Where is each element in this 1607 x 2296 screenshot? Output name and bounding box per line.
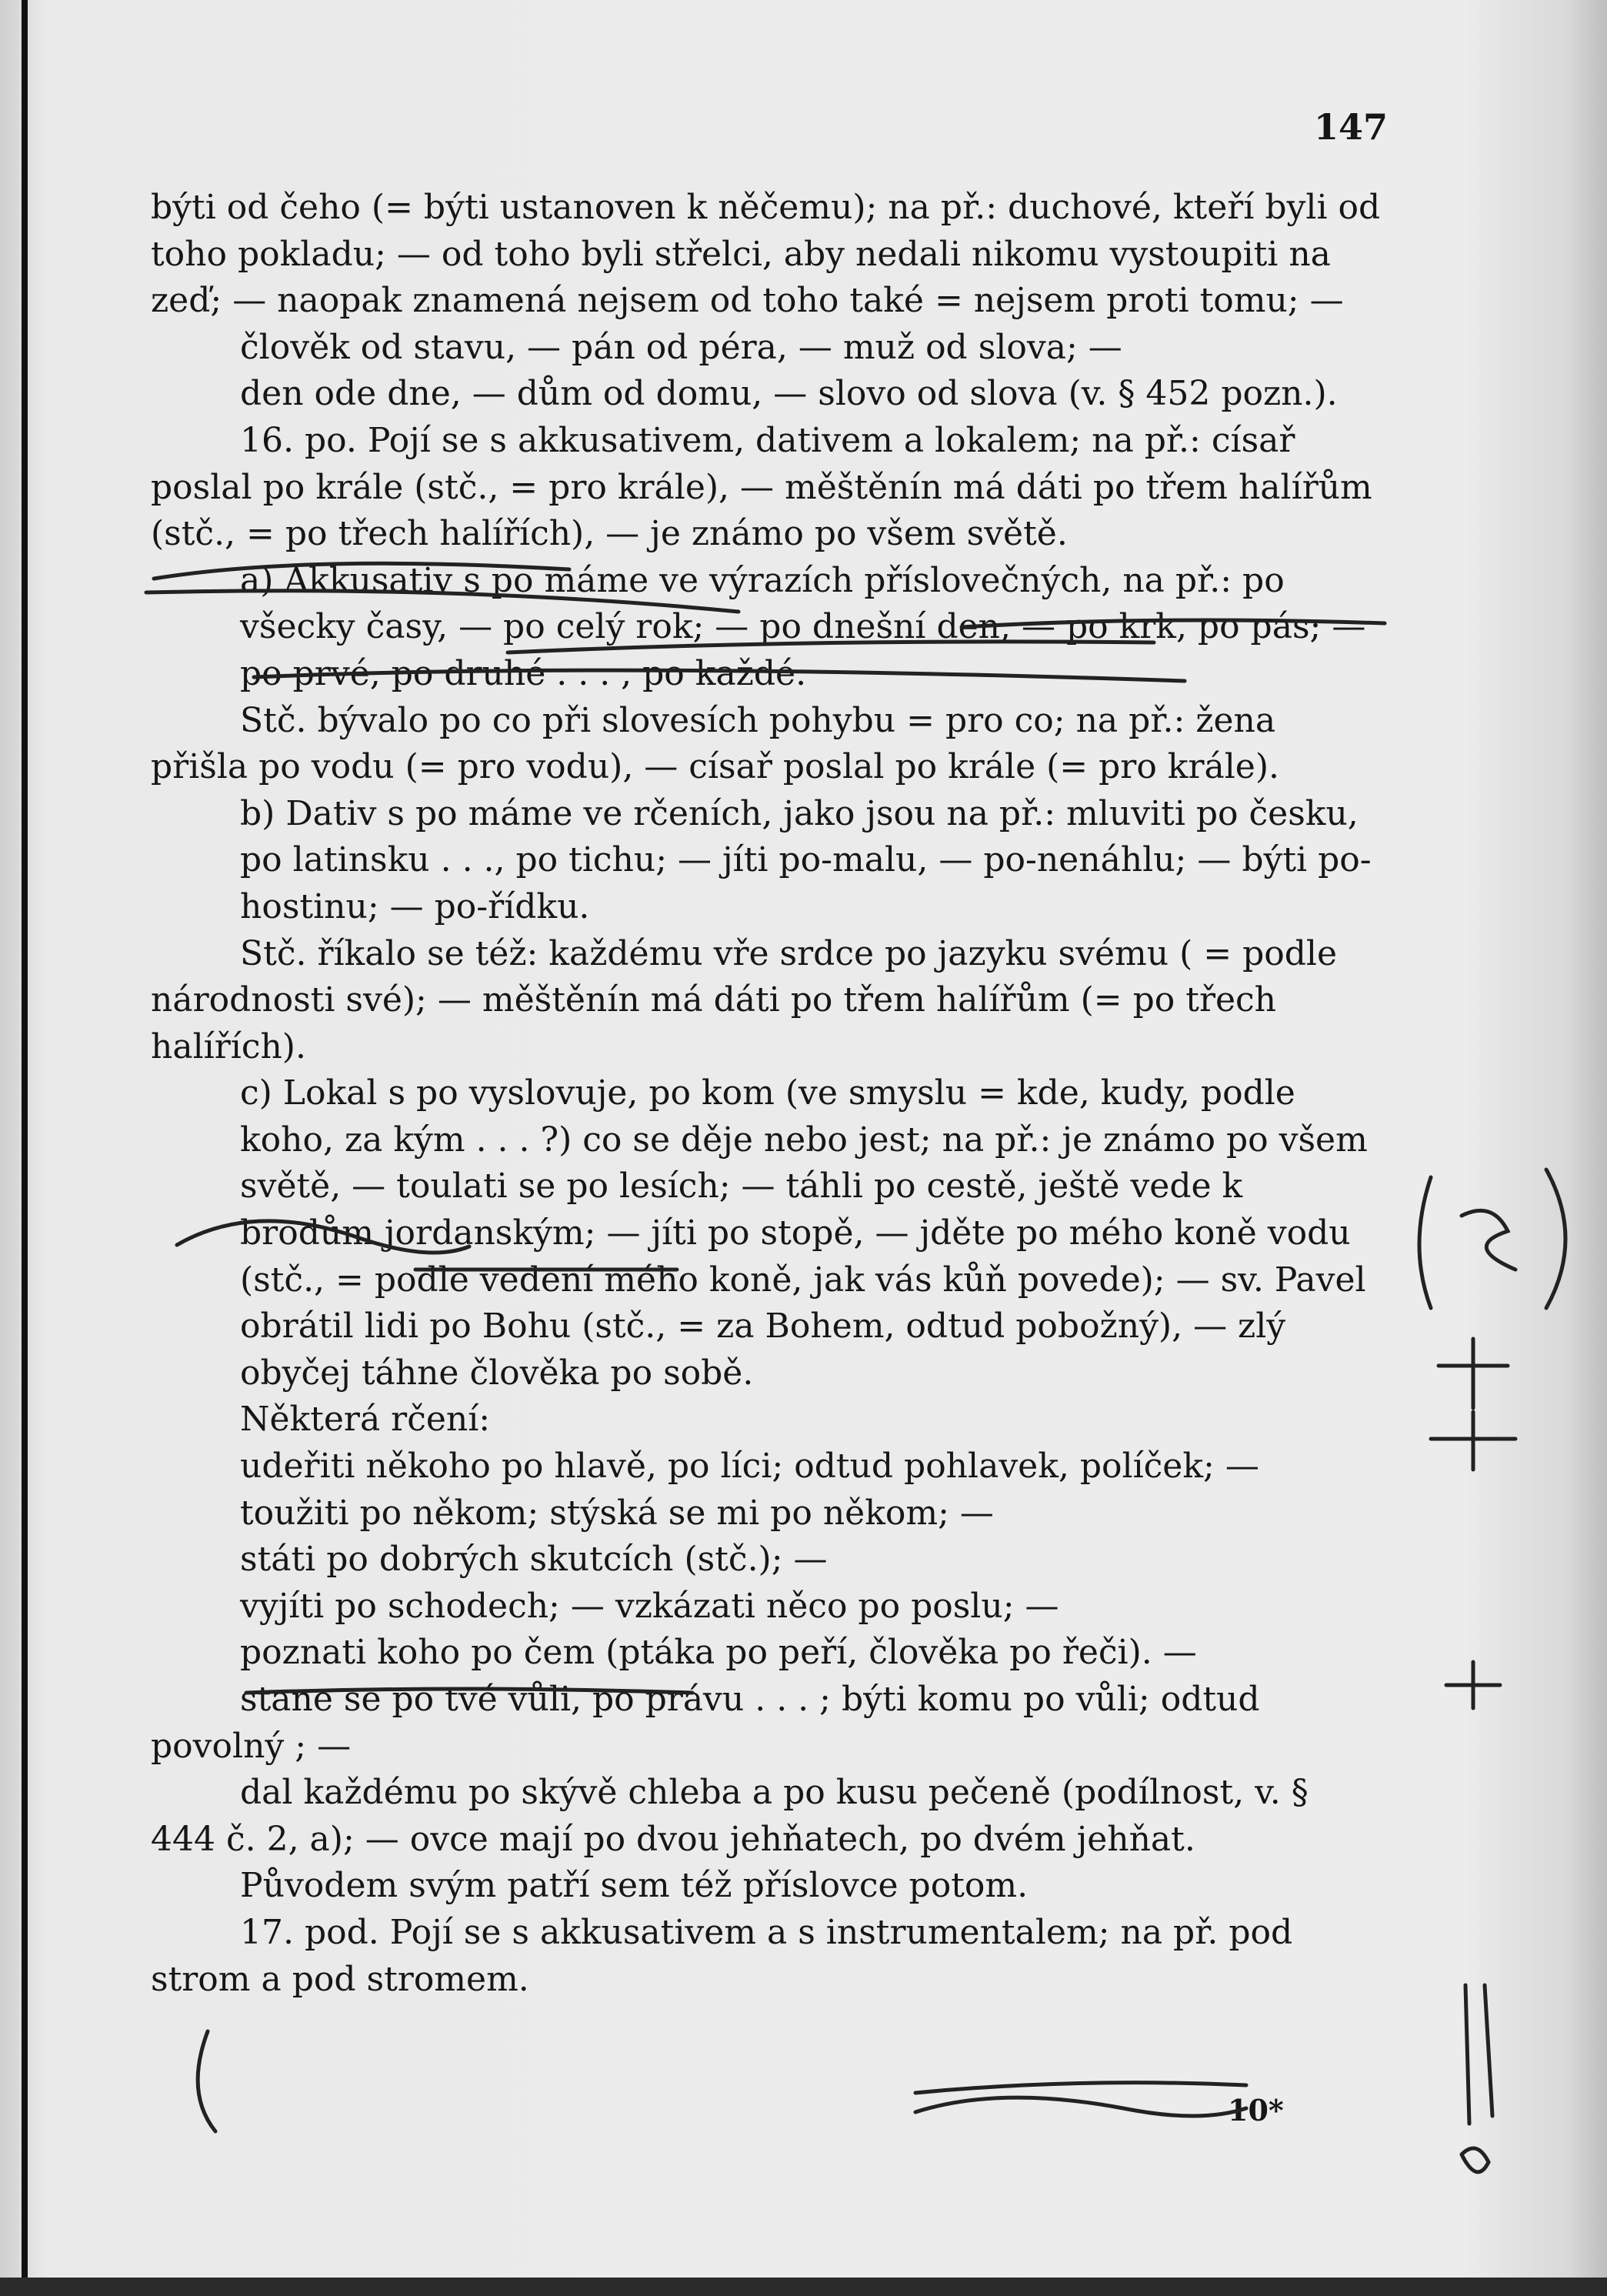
page-number: 147 (1314, 106, 1389, 148)
section-16-po: 16. po. Pojí se s akkusativem, dativem a lokalem; na př.: císař poslal po krále (stč., = pro krále), — měštěnín má dáti po třem halířům (stč., = po třech halířích), — je známo po všem světě. (151, 420, 1372, 554)
pencil-cross-2 (1431, 1412, 1515, 1470)
idiom-vyjiti: vyjíti po schodech; — vzkázati něco po poslu; — (240, 1586, 1059, 1626)
paragraph-puvodem: Původem svým patří sem též příslovce potom. (240, 1866, 1029, 1906)
paragraph-stc-rikalo: Stč. říkalo se též: každému vře srdce po jazyku svému ( = podle národnosti své); — měštěnín má dáti po třem halířům (= po třech halířích). (151, 933, 1338, 1066)
pencil-exclamation-dot (1462, 2148, 1489, 2172)
section-17-pod: 17. pod. Pojí se s akkusativem a s instrumentalem; na př. pod strom a pod stromem. (151, 1912, 1293, 1999)
pencil-bracket-17 (198, 2031, 215, 2131)
pencil-exclamation-stem (1465, 1985, 1492, 2124)
pencil-cross-1 (1439, 1339, 1508, 1408)
idiom-stati: státi po dobrých skutcích (stč.); — (240, 1540, 828, 1580)
idiom-touziti: toužiti po někom; stýská se mi po někom; — (240, 1493, 994, 1533)
paragraph-stc-po-co: Stč. bývalo po co při slovesích pohybu = pro co; na př.: žena přišla po vodu (= pro vodu), — císař poslal po krále (= pro krále). (151, 700, 1279, 787)
heading-nektera-rceni: Některá rčení: (240, 1400, 491, 1440)
pencil-underline-6 (915, 2083, 1246, 2093)
text-body (151, 185, 1382, 2003)
pencil-glyph (1462, 1210, 1515, 1270)
idiom-dal-kazdemu: dal každému po skývě chleba a po kusu pečeně (podílnost, v. § 444 č. 2, a); — ovce mají po dvou jehňatech, po dvém jehňat. (151, 1773, 1309, 1859)
subsection-b-dativ: b) Dativ s po máme ve rčeních, jako jsou na př.: mluviti po česku, po latinsku . . ., po tichu; — jíti po-malu, — po-nenáhlu; — býti po-hostinu; — po-řídku. (240, 793, 1372, 926)
pencil-cross-3 (1446, 1662, 1500, 1708)
scan-bottom-edge (0, 2278, 1607, 2296)
subsection-a-akkusativ: a) Akkusativ s po máme ve výrazích příslovečných, na př.: po všecky časy, — po celý rok; — po dnešní den, — po krk, po pás; — po prvé, po druhé . . . , po každé. (240, 560, 1366, 693)
pencil-bracket-left (1419, 1177, 1431, 1308)
paragraph-od-ceho: býti od čeho (= býti ustanoven k něčemu); na př.: duchové, kteří byli od toho pokladu; — od toho byli střelci, aby nedali nikomu vystoupiti na zeď; — naopak znamená nejsem od toho také = nejsem proti tomu; — (151, 188, 1381, 321)
subsection-c-lokal: c) Lokal s po vyslovuje, po kom (ve smyslu = kde, kudy, podle koho, za kým . . . ?) co se děje nebo jest; na př.: je známo po všem světě, — toulati se po lesích; — táhli po cestě, ještě vede k brodům jordanským; — jíti po stopě, — jděte po mého koně vodu (stč., = podle vedení mého koně, jak vás kůň povede); — sv. Pavel obrátil lidi po Bohu (stč., = za Bohem, odtud pobožný), — zlý obyčej táhne člověka po sobě. (240, 1073, 1368, 1393)
line-clovek-od-stavu: člověk od stavu, — pán od péra, — muž od slova; — (240, 327, 1122, 367)
pencil-tilde-17 (915, 2097, 1246, 2116)
idiom-stane-se: stane se po tvé vůli, po právu . . . ; býti komu po vůli; odtud povolný ; — (151, 1680, 1260, 1766)
idiom-uderiti: udeřiti někoho po hlavě, po líci; odtud pohlavek, políček; — (240, 1447, 1259, 1487)
idiom-poznati: poznati koho po čem (ptáka po peří, člověka po řeči). — (240, 1633, 1197, 1673)
pencil-bracket-right (1546, 1170, 1565, 1308)
line-den-ode-dne: den ode dne, — dům od domu, — slovo od slova (v. § 452 pozn.). (240, 374, 1338, 414)
printer-signature: 10* (1228, 2093, 1284, 2127)
scan-left-edge (22, 0, 28, 2296)
